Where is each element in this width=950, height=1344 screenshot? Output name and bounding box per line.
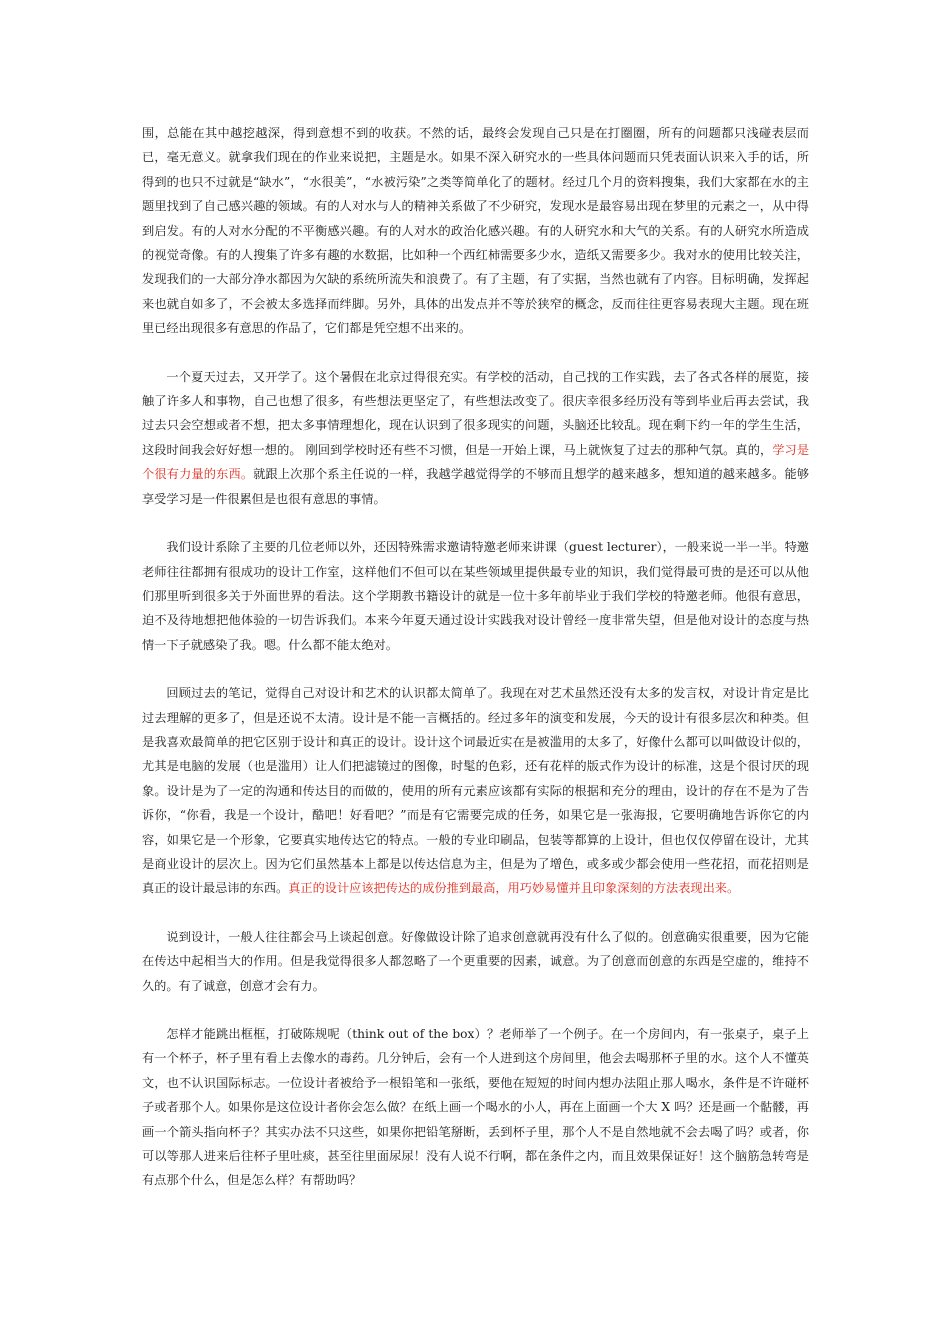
paragraph-4 [142,681,809,901]
paragraph-6 [142,1022,809,1193]
paragraph-gap [142,901,809,925]
paragraph-3 [142,535,809,657]
paragraph-text: 怎样才能跳出框框，打破陈规呢（think out of the box）？老师举了一个例子。在一个房间内，有一张桌子，桌子上有一个杯子，杯子里有看上去像水的毒药。几分钟后，会有一个人进到这个房间里，他会去喝那杯子里的水。这个人不懂英文，也不认识国际标志。一位设计者被给予一根铅笔和一张纸，要他在短短的时间内想办法阻止那人喝水，条件是不许碰杯子或者那个人。如果你是这位设计者你会怎么做？在纸上画一个喝水的小人，再在上面画一个大 X 吗？还是画一个骷髅，再画一个箭头指向杯子？其实办法不只这些，如果你把铅笔掰断，丢到杯子里，那个人不是自然地就不会去喝了吗？或者，你可以等那人进来后往杯子里吐痰，甚至往里面尿尿！没有人说不行啊，都在条件之内，而且效果保证好！这个脑筋急转弯是有点那个什么，但是怎么样？有帮助吗？ [142,1027,809,1188]
paragraph-text: 围，总能在其中越挖越深，得到意想不到的收获。不然的话，最终会发现自己只是在打圈圈，所有的问题都只浅碰表层而已，毫无意义。就拿我们现在的作业来说把，主题是水。如果不深入研究水的一些具体问题而只凭表面认识来入手的话，所得到的也只不过就是“缺水”，“水很美”，“水被污染”之类等简单化了的题材。经过几个月的资料搜集，我们大家都在水的主题里找到了自己感兴趣的领域。有的人对水与人的精神关系做了不少研究，发现水是最容易出现在梦里的元素之一，从中得到启发。有的人对水分配的不平衡感兴趣。有的人对水的政治化感兴趣。有的人研究水和大气的关系。有的人研究水所造成的视觉奇像。有的人搜集了许多有趣的水数据，比如种一个西红柿需要多少水，造纸又需要多少。我对水的使用比较关注，发现我们的一大部分净水都因为欠缺的系统所流失和浪费了。有了主题，有了实据，当然也就有了内容。目标明确，发挥起来也就自如多了，不会被太多选择而绊脚。另外，具体的出发点并不等於狭窄的概念，反而往往更容易表现大主题。现在班里已经出现很多有意思的作品了，它们都是凭空想不出来的。 [142,126,809,336]
paragraph-text: 回顾过去的笔记，觉得自己对设计和艺术的认识都太简单了。我现在对艺术虽然还没有太多的发言权，对设计肯定是比过去理解的更多了，但是还说不太清。设计是不能一言概括的。经过多年的演变和发展，今天的设计有很多层次和种类。但是我喜欢最简单的把它区别于设计和真正的设计。设计这个词最近实在是被滥用的太多了，好像什么都可以叫做设计似的，尤其是电脑的发展（也是滥用）让人们把滤镜过的图像，时髦的色彩，还有花样的版式作为设计的标准，这是个很讨厌的现象。设计是为了一定的沟通和传达目的而做的，使用的所有元素应该都有实际的根据和充分的理由，设计的存在不是为了告诉你，“你看，我是一个设计，酷吧！好看吧？”而是有它需要完成的任务，如果它是一张海报，它要明确地告诉你它的内容，如果它是一个形象，它要真实地传达它的特点。一般的专业印刷品，包装等都算的上设计，但也仅仅停留在设计，尤其是商业设计的层次上。因为它们虽然基本上都是以传达信息为主，但是为了增色，或多或少都会使用一些花招，而花招则是真正的设计最忌讳的东西。 [142,686,809,896]
paragraph-gap [142,657,809,681]
paragraph-gap [142,511,809,535]
document-body [142,121,809,1193]
paragraph-1 [142,121,809,341]
paragraph-text: 我们设计系除了主要的几位老师以外，还因特殊需求邀请特邀老师来讲课（guest lecturer），一般来说一半一半。特邀老师往往都拥有很成功的设计工作室，这样他们不但可以在某些领域里提供最专业的知识，我们觉得最可贵的是还可以从他们那里听到很多关于外面世界的看法。这个学期教书籍设计的就是一位十多年前毕业于我们学校的特邀老师。他很有意思，迫不及待地想把他体验的一切告诉我们。本来今年夏天通过设计实践我对设计曾经一度非常失望，但是他对设计的态度与热情一下子就感染了我。嗯。什么都不能太绝对。 [142,540,809,652]
paragraph-text: 就跟上次那个系主任说的一样，我越学越觉得学的不够而且想学的越来越多，想知道的越来越多。能够享受学习是一件很累但是也很有意思的事情。 [142,467,810,506]
paragraph-text: 一个夏天过去，又开学了。这个暑假在北京过得很充实。有学校的活动，自己找的工作实践，去了各式各样的展览，接触了许多人和事物，自己也想了很多，有些想法更坚定了，有些想法改变了。很庆幸很多经历没有等到毕业后再去尝试，我过去只会空想或者不想，把太多事情理想化，现在认识到了很多现实的问题，头脑还比较乱。现在剩下约一年的学生生活，这段时间我会好好想一想的。 刚回到学校时还有些不习惯，但是一开始上课，马上就恢复了过去的那种气氛。真的， [142,369,809,457]
paragraph-text: 说到设计，一般人往往都会马上谈起创意。好像做设计除了追求创意就再没有什么了似的。创意确实很重要，因为它能在传达中起相当大的作用。但是我觉得很多人都忽略了一个更重要的因素，诚意。为了创意而创意的东西是空虚的，维持不久的。有了诚意，创意才会有力。 [142,929,809,993]
paragraph-5 [142,925,809,998]
highlighted-text: 真正的设计应该把传达的成份推到最高，用巧妙易懂并且印象深刻的方法表现出来。 [288,881,740,896]
paragraph-2 [142,365,809,511]
paragraph-gap [142,998,809,1022]
highlighted-text: 学习是个很有力量的东西。 [142,442,810,482]
paragraph-gap [142,341,809,365]
